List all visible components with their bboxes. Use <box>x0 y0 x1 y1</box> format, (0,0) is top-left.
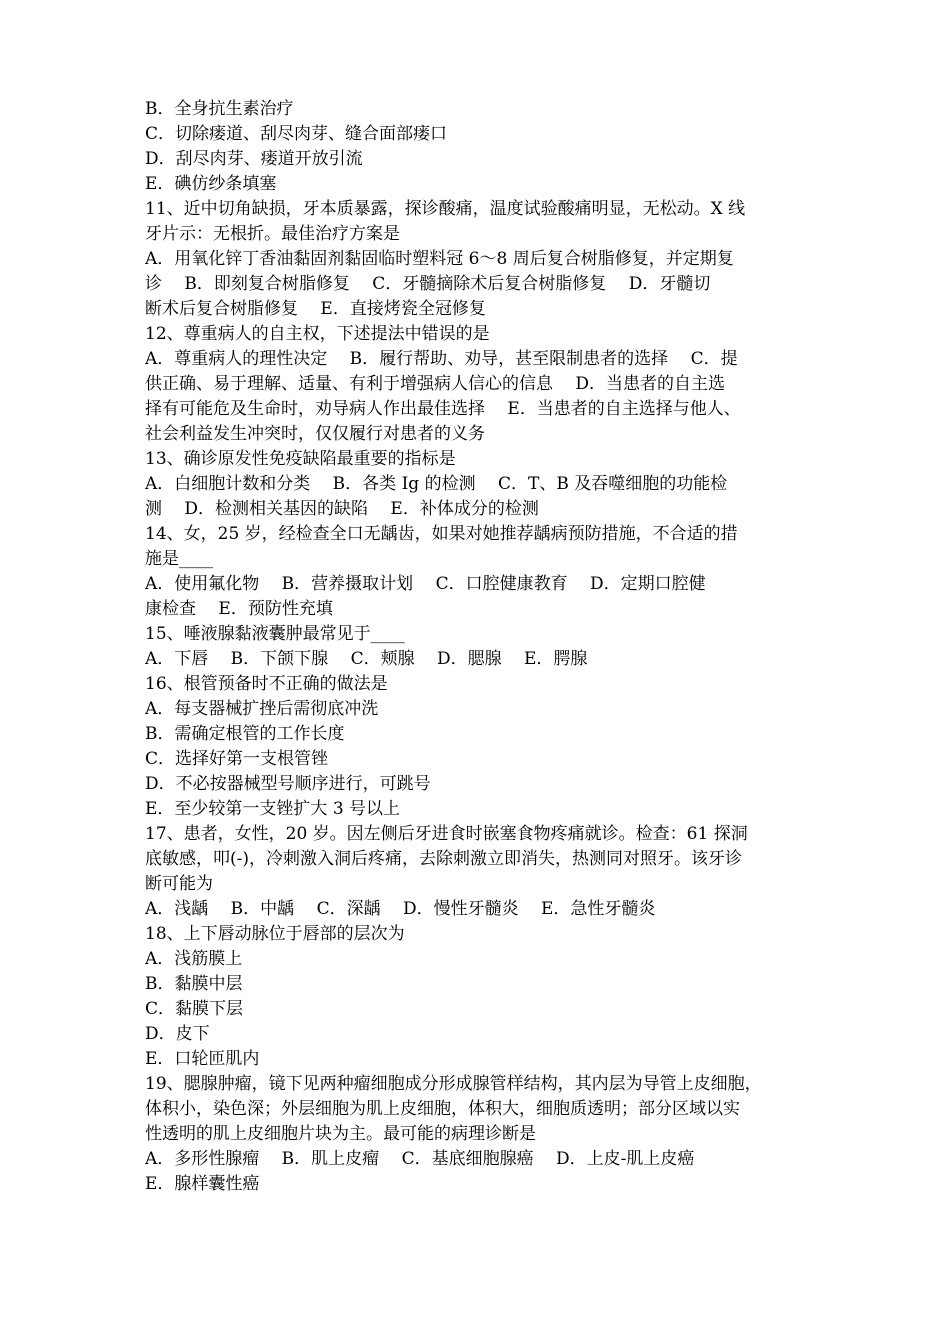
text-line: D．不必按器械型号顺序进行，可跳号 <box>145 774 431 794</box>
text-line: 18、上下唇动脉位于唇部的层次为 <box>145 924 405 944</box>
text-line: C．切除瘘道、刮尽肉芽、缝合面部瘘口 <box>145 124 448 144</box>
text-line: E．口轮匝肌内 <box>145 1049 260 1069</box>
text-line: B．全身抗生素治疗 <box>145 99 294 119</box>
text-line: 牙片示：无根折。最佳治疗方案是 <box>145 224 400 244</box>
text-line: 诊 B．即刻复合树脂修复 C．牙髓摘除术后复合树脂修复 D．牙髓切 <box>145 274 711 294</box>
text-line: 14、女，25 岁，经检查全口无龋齿，如果对她推荐龋病预防措施，不合适的措 <box>145 524 738 544</box>
text-line: 断可能为 <box>145 874 213 894</box>
text-line: 康检查 E．预防性充填 <box>145 599 333 619</box>
text-line: 15、唾液腺黏液囊肿最常见于____ <box>145 624 405 644</box>
text-line: A．尊重病人的理性决定 B．履行帮助、劝导，甚至限制患者的选择 C．提 <box>145 349 738 369</box>
text-line: 测 D．检测相关基因的缺陷 E．补体成分的检测 <box>145 499 539 519</box>
text-line: 底敏感，叩(-)，冷刺激入洞后疼痛，去除刺激立即消失，热测同对照牙。该牙诊 <box>145 849 743 869</box>
text-line: A．使用氟化物 B．营养摄取计划 C．口腔健康教育 D．定期口腔健 <box>145 574 706 594</box>
text-line: A．下唇 B．下颌下腺 C．颊腺 D．腮腺 E．腭腺 <box>145 649 588 669</box>
text-line: A．用氧化锌丁香油黏固剂黏固临时塑料冠 6～8 周后复合树脂修复，并定期复 <box>145 249 734 269</box>
text-line: 11、近中切角缺损，牙本质暴露，探诊酸痛，温度试验酸痛明显，无松动。X 线 <box>145 199 746 219</box>
text-line: 16、根管预备时不正确的做法是 <box>145 674 388 694</box>
text-line: B．黏膜中层 <box>145 974 243 994</box>
text-line: E．腺样囊性癌 <box>145 1174 260 1194</box>
text-line: C．选择好第一支根管锉 <box>145 749 329 769</box>
text-line: 性透明的肌上皮细胞片块为主。最可能的病理诊断是 <box>145 1124 536 1144</box>
text-line: 供正确、易于理解、适量、有利于增强病人信心的信息 D．当患者的自主选 <box>145 374 726 394</box>
text-line: 19、腮腺肿瘤，镜下见两种瘤细胞成分形成腺管样结构，其内层为导管上皮细胞， <box>145 1074 762 1094</box>
text-line: 社会利益发生冲突时，仅仅履行对患者的义务 <box>145 424 485 444</box>
text-line: D．刮尽肉芽、瘘道开放引流 <box>145 149 363 169</box>
text-line: 断术后复合树脂修复 E．直接烤瓷全冠修复 <box>145 299 486 319</box>
text-line: A．浅龋 B．中龋 C．深龋 D．慢性牙髓炎 E．急性牙髓炎 <box>145 899 656 919</box>
text-line: 13、确诊原发性免疫缺陷最重要的指标是 <box>145 449 456 469</box>
text-line: A．浅筋膜上 <box>145 949 243 969</box>
text-line: D．皮下 <box>145 1024 210 1044</box>
document-body <box>145 97 810 1197</box>
text-line: B．需确定根管的工作长度 <box>145 724 345 744</box>
text-line: E．至少较第一支锉扩大 3 号以上 <box>145 799 401 819</box>
text-line: 12、尊重病人的自主权，下述提法中错误的是 <box>145 324 490 344</box>
text-line: C．黏膜下层 <box>145 999 244 1019</box>
text-line: 择有可能危及生命时，劝导病人作出最佳选择 E．当患者的自主选择与他人、 <box>145 399 741 419</box>
text-line: 17、患者，女性，20 岁。因左侧后牙进食时嵌塞食物疼痛就诊。检查：61 探洞 <box>145 824 748 844</box>
text-line: A．每支器械扩挫后需彻底冲洗 <box>145 699 379 719</box>
text-line: 施是____ <box>145 549 213 569</box>
text-line: E．碘仿纱条填塞 <box>145 174 277 194</box>
text-line: A．多形性腺瘤 B．肌上皮瘤 C．基底细胞腺癌 D．上皮-肌上皮癌 <box>145 1149 695 1169</box>
text-line: 体积小，染色深；外层细胞为肌上皮细胞，体积大，细胞质透明；部分区域以实 <box>145 1099 740 1119</box>
text-line: A．白细胞计数和分类 B．各类 Ig 的检测 C．T、B 及吞噬细胞的功能检 <box>145 474 728 494</box>
